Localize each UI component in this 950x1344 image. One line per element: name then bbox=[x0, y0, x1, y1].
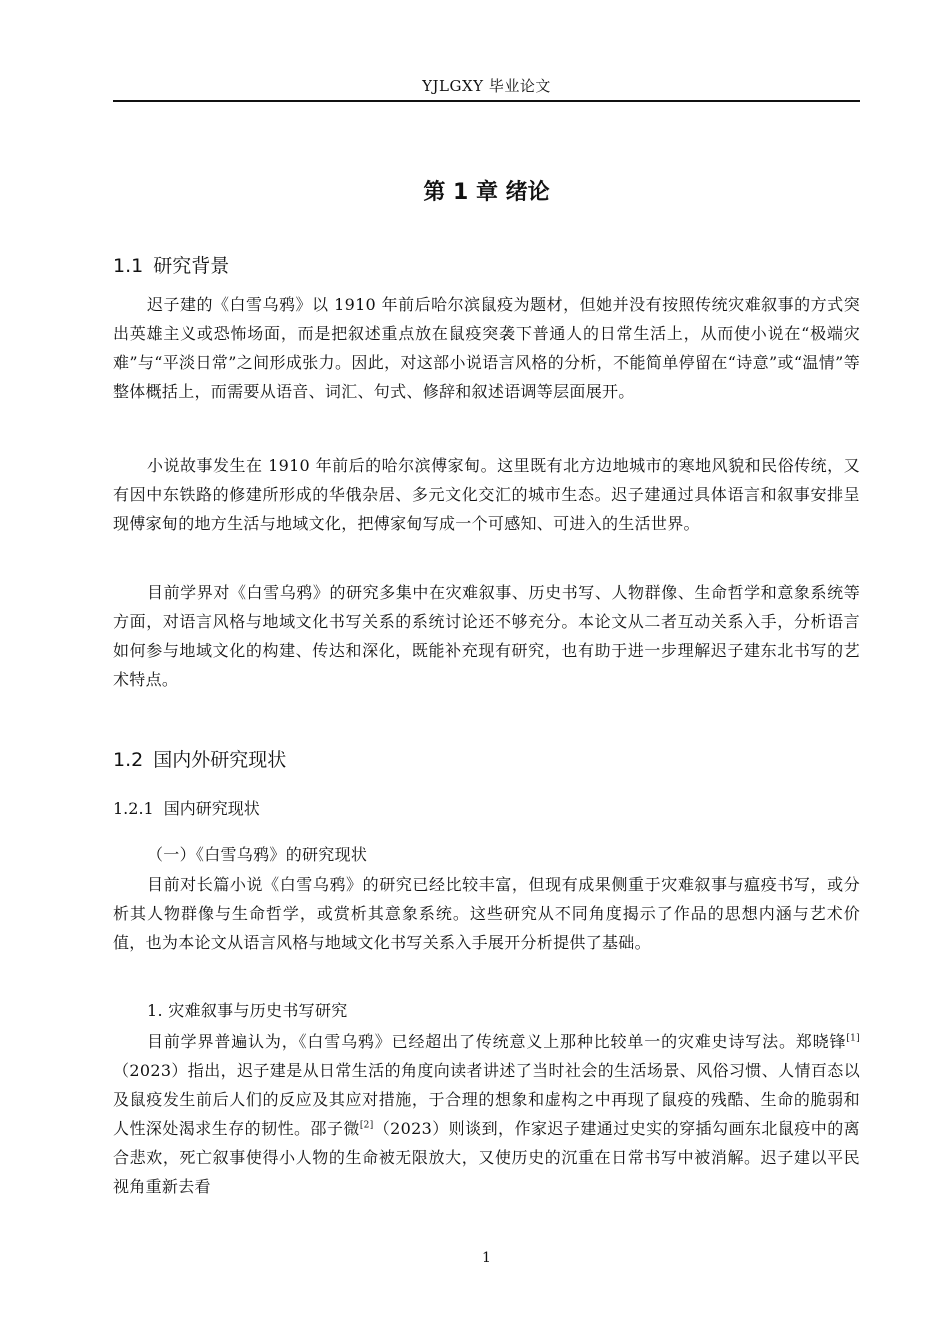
section-number: 1.2 bbox=[113, 749, 144, 771]
paragraph: 目前学界对《白雪乌鸦》的研究多集中在灾难叙事、历史书写、人物群像、生命哲学和意象系统等方面，对语言风格与地域文化书写关系的系统讨论还不够充分。本论文从二者互动关系入手，分析语言如何参与地域文化的构建、传达和深化，既能补充现有研究，也有助于进一步理解迟子建东北书写的艺术特点。 bbox=[113, 583, 860, 689]
subsection-title-text: 国内研究现状 bbox=[163, 799, 260, 818]
citation-ref[interactable]: [1] bbox=[846, 1033, 860, 1044]
subsection-heading-1-2-1 bbox=[113, 795, 860, 823]
section-number: 1.1 bbox=[113, 255, 144, 277]
page-header: YJLGXY 毕业论文 bbox=[422, 77, 551, 95]
subsection-number: 1.2.1 bbox=[113, 799, 154, 818]
paragraph-text: （2023）则谈到，作家迟子建通过史实的穿插勾画东北鼠疫中的离合悲欢，死亡叙事使得小人物的生命被无限放大，又使历史的沉重在日常书写中被消解。迟子建以平民视角重新去看 bbox=[113, 1119, 860, 1196]
paragraph-text: （2023）指出，迟子建是从日常生活的角度向读者讲述了当时社会的生活场景、风俗习惯、人情百态以及鼠疫发生前后人们的反应及其应对措施，于合理的想象和虚构之中再现了鼠疫的残酷、生命的脆弱和人性深处渴求生存的韧性。邵子微 bbox=[113, 1061, 860, 1138]
section-title-text: 研究背景 bbox=[153, 255, 230, 277]
item-heading: 1. 灾难叙事与历史书写研究 bbox=[147, 1001, 348, 1020]
paragraph-text: 目前学界普遍认为，《白雪乌鸦》已经超出了传统意义上那种比较单一的灾难史诗写法。郑晓锋 bbox=[147, 1032, 847, 1051]
chapter-title: 第 1 章 绪论 bbox=[423, 180, 550, 205]
section-heading-1-1 bbox=[113, 251, 860, 281]
page-number: 1 bbox=[482, 1250, 491, 1266]
paragraph-with-citations bbox=[113, 1027, 860, 1201]
paragraph: 目前对长篇小说《白雪乌鸦》的研究已经比较丰富，但现有成果侧重于灾难叙事与瘟疫书写，或分析其人物群像与生命哲学，或赏析其意象系统。这些研究从不同角度揭示了作品的思想内涵与艺术价值，也为本论文从语言风格与地域文化书写关系入手展开分析提供了基础。 bbox=[113, 875, 860, 952]
part-heading: （一）《白雪乌鸦》的研究现状 bbox=[147, 845, 368, 864]
section-heading-1-2 bbox=[113, 745, 860, 775]
paragraph: 小说故事发生在 1910 年前后的哈尔滨傅家甸。这里既有北方边地城市的寒地风貌和民俗传统，又有因中东铁路的修建所形成的华俄杂居、多元文化交汇的城市生态。迟子建通过具体语言和叙事安排呈现傅家甸的地方生活与地域文化，把傅家甸写成一个可感知、可进入的生活世界。 bbox=[113, 456, 860, 533]
section-title-text: 国内外研究现状 bbox=[153, 749, 287, 771]
header-rule bbox=[113, 100, 860, 102]
paragraph: 迟子建的《白雪乌鸦》以 1910 年前后哈尔滨鼠疫为题材，但她并没有按照传统灾难叙事的方式突出英雄主义或恐怖场面，而是把叙述重点放在鼠疫突袭下普通人的日常生活上，从而使小说在“极端灾难”与“平淡日常”之间形成张力。因此，对这部小说语言风格的分析，不能简单停留在“诗意”或“温情”等整体概括上，而需要从语音、词汇、句式、修辞和叙述语调等层面展开。 bbox=[113, 295, 860, 401]
citation-ref[interactable]: [2] bbox=[359, 1120, 374, 1131]
